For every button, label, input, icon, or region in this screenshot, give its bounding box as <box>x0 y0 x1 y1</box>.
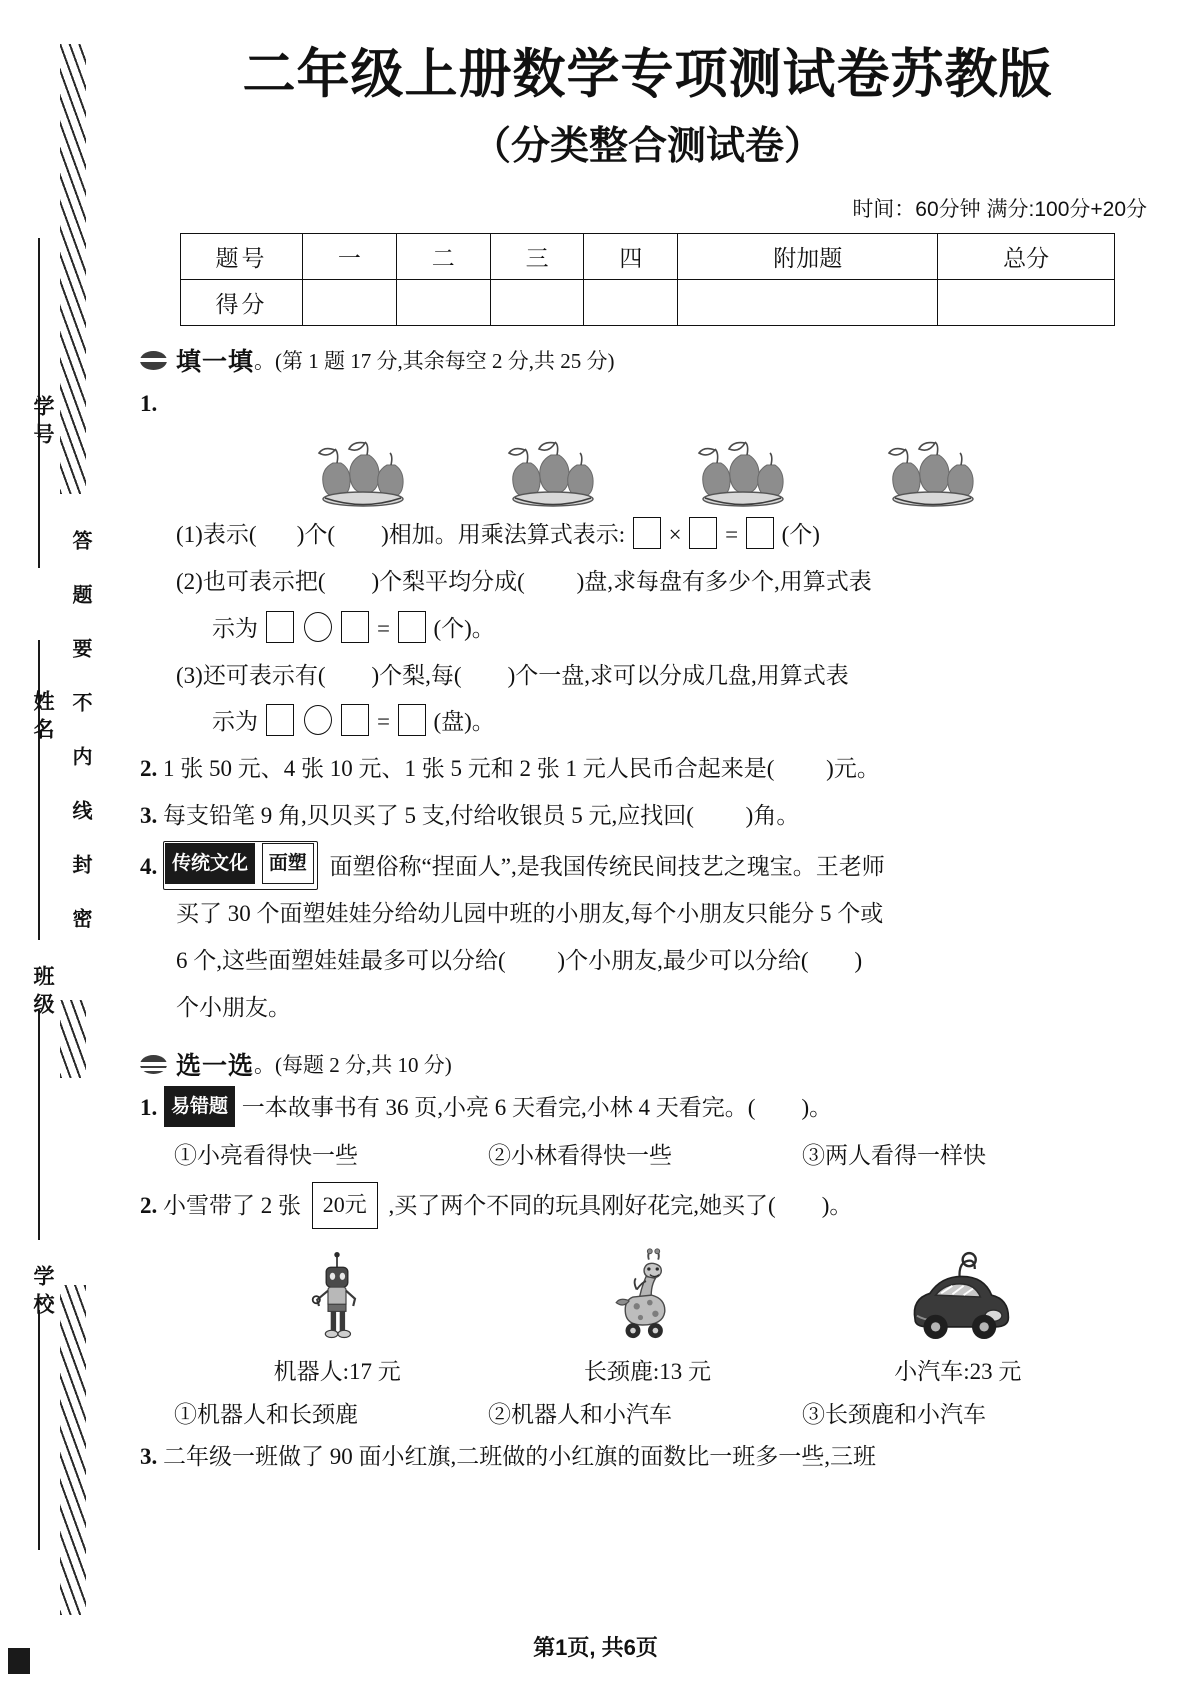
pear-plate-icon <box>687 441 799 507</box>
section-1-title: 填一填 <box>176 349 255 377</box>
score-table-col-3: 三 <box>490 234 584 280</box>
question-2 <box>140 747 1173 792</box>
q1-part1-text-a: (1)表示( <box>176 522 257 548</box>
s2q2-number: 2. <box>140 1193 158 1219</box>
page-subtitle: （分类整合测试卷） <box>471 125 823 169</box>
page-footer: 第1页, 共6页 <box>533 1635 658 1660</box>
page-title: 二年级上册数学专项测试卷苏教版 <box>242 45 1053 104</box>
score-table-col-4: 四 <box>584 234 678 280</box>
q2-text-b: )元。 <box>826 756 880 782</box>
toy-car-icon-svg <box>902 1247 1014 1347</box>
q1-part1-unit: (个) <box>781 522 820 548</box>
q1-part3-text-d: 示为 <box>212 709 258 735</box>
tag-common-mistake: 易错题 <box>164 1086 235 1127</box>
question-4-line-4 <box>140 986 1173 1031</box>
question-4 <box>140 841 1173 890</box>
s2q3-text: 二年级一班做了 90 面小红旗,二班做的小红旗的面数比一班多一些,三班 <box>163 1444 876 1470</box>
worksheet-page <box>112 0 1191 1684</box>
answer-box[interactable] <box>398 611 426 643</box>
operator-circle-box[interactable] <box>304 612 332 642</box>
question-4-tag-group <box>163 841 318 890</box>
score-cell-4[interactable] <box>584 280 678 326</box>
s2q1-number: 1. <box>140 1095 158 1121</box>
s2q2-option-2[interactable]: ②机器人和小汽车 <box>488 1402 672 1428</box>
score-table <box>180 233 1115 326</box>
s2q2-text-b: ,买了两个不同的玩具刚好花完,她买了( <box>388 1193 776 1219</box>
toy-price-car: 小汽车:23 元 <box>894 1359 1022 1385</box>
s2q2-text-a: 小雪带了 2 张 <box>163 1193 301 1219</box>
section-1-note: 。(第 1 题 17 分,其余每空 2 分,共 25 分) <box>254 349 615 374</box>
toy-car-icon <box>838 1243 1078 1347</box>
answer-box[interactable] <box>266 704 294 736</box>
equals-sign: = <box>725 522 739 548</box>
question-1-part-2-line2 <box>140 607 1173 652</box>
question-2-number: 2. <box>140 756 158 782</box>
q4-line-4: 个小朋友。 <box>176 994 291 1020</box>
toy-price-giraffe: 长颈鹿:13 元 <box>583 1359 712 1385</box>
operator-circle-box[interactable] <box>304 705 332 735</box>
answer-box[interactable] <box>266 611 294 643</box>
pear-plate-icon <box>497 441 609 507</box>
equals-sign: = <box>377 709 390 735</box>
question-4-number: 4. <box>140 853 158 879</box>
toy-price-illustration-row <box>182 1243 1113 1386</box>
s2q2-text-c: )。 <box>821 1193 853 1219</box>
pear-plate-icon <box>307 441 419 507</box>
score-table-col-5: 附加题 <box>678 234 938 280</box>
left-margin-apparatus <box>0 0 112 1684</box>
q1-part3-text-b: )个梨,每( <box>371 662 462 688</box>
margin-label-name: 姓名 <box>31 690 55 746</box>
s2q1-text-b: )。 <box>801 1095 833 1121</box>
q1-part2-text-c: )盘,求每盘有多少个,用算式表 <box>576 568 872 594</box>
section-header-2 <box>140 1046 1173 1082</box>
s2q1-option-1[interactable]: ①小亮看得快一些 <box>174 1143 358 1169</box>
section2-question-2 <box>140 1182 1173 1229</box>
toy-cell-giraffe <box>527 1243 767 1386</box>
hatch-band-middle <box>60 1000 86 1078</box>
section-bullet-one-icon <box>140 351 167 370</box>
answer-box[interactable] <box>341 704 369 736</box>
hatch-band-bottom <box>60 1285 86 1615</box>
hatch-band-top <box>60 44 86 494</box>
pear-plate-group-1 <box>307 441 419 507</box>
section2-question-1 <box>140 1086 1173 1131</box>
q1-part2-unit: (个)。 <box>433 615 495 641</box>
margin-rule-3 <box>38 1010 40 1240</box>
section-bullet-two-icon <box>140 1055 167 1074</box>
s2q1-option-3[interactable]: ③两人看得一样快 <box>802 1143 986 1169</box>
q1-part2-text-b: )个梨平均分成( <box>371 568 525 594</box>
q4-line-3b: )个小朋友,最少可以分给( <box>557 947 809 973</box>
table-row-question-numbers <box>181 234 1115 280</box>
s2q2-option-3[interactable]: ③长颈鹿和小汽车 <box>802 1402 986 1428</box>
robot-icon <box>217 1243 457 1347</box>
margin-rule-4 <box>38 1310 40 1550</box>
pear-plate-group-4 <box>877 441 989 507</box>
score-cell-6[interactable] <box>938 280 1115 326</box>
s2q1-option-2[interactable]: ②小林看得快一些 <box>488 1143 672 1169</box>
s2q3-number: 3. <box>140 1444 158 1470</box>
section2-question-2-options <box>174 1396 1173 1429</box>
question-1-number: 1. <box>140 391 158 417</box>
q2-text-a: 1 张 50 元、4 张 10 元、1 张 5 元和 2 张 1 元人民币合起来是( <box>163 756 775 782</box>
question-4-line-3 <box>140 939 1173 984</box>
q4-line-3a: 6 个,这些面塑娃娃最多可以分给( <box>176 947 506 973</box>
score-cell-5[interactable] <box>678 280 938 326</box>
score-table-label-得分: 得分 <box>181 280 303 326</box>
pear-plate-group-3 <box>687 441 799 507</box>
section-2-note: 。(每题 2 分,共 10 分) <box>254 1053 452 1078</box>
q4-line-1: 面塑俗称“捏面人”,是我国传统民间技艺之瑰宝。王老师 <box>329 853 885 879</box>
margin-label-class: 班级 <box>31 965 55 1021</box>
pear-plate-icon <box>877 441 989 507</box>
s2q1-text-a: 一本故事书有 36 页,小亮 6 天看完,小林 4 天看完。( <box>241 1095 756 1121</box>
q1-part2-text-a: (2)也可表示把( <box>176 568 326 594</box>
tag-traditional-culture: 传统文化 <box>165 843 255 884</box>
pear-plate-group-2 <box>497 441 609 507</box>
exam-meta-line: 时间：60分钟 满分:100分+20分 <box>852 198 1147 222</box>
multiply-sign: × <box>668 522 682 548</box>
s2q2-option-1[interactable]: ①机器人和长颈鹿 <box>174 1402 358 1428</box>
q1-part1-text-c: )相加。用乘法算式表示: <box>381 522 626 548</box>
q4-line-2: 买了 30 个面塑娃娃分给幼儿园中班的小朋友,每个小朋友只能分 5 个或 <box>176 900 884 926</box>
section2-question-3 <box>140 1435 1173 1480</box>
answer-box[interactable] <box>689 517 717 549</box>
equals-sign: = <box>377 615 390 641</box>
q1-part3-text-a: (3)还可表示有( <box>176 662 326 688</box>
section2-question-1-options <box>174 1137 1173 1170</box>
answer-box[interactable] <box>398 704 426 736</box>
question-1-part-2 <box>140 560 1173 605</box>
question-3-number: 3. <box>140 803 158 829</box>
toy-price-robot: 机器人:17 元 <box>273 1359 401 1385</box>
q4-line-3c: ) <box>854 947 863 973</box>
giraffe-icon <box>527 1243 767 1347</box>
margin-rule-2 <box>38 640 40 940</box>
score-table-col-6: 总分 <box>938 234 1115 280</box>
section-header-1 <box>140 342 1173 378</box>
score-cell-1[interactable] <box>303 280 397 326</box>
table-row-scores <box>181 280 1115 326</box>
money-value-box: 20元 <box>312 1182 378 1229</box>
q3-text-b: )角。 <box>745 803 800 829</box>
section-2-title: 选一选 <box>176 1053 255 1081</box>
robot-icon-svg <box>301 1247 373 1347</box>
score-table-col-2: 二 <box>396 234 490 280</box>
question-1-part-1 <box>140 513 1173 558</box>
q1-part3-text-c: )个一盘,求可以分成几盘,用算式表 <box>507 662 849 688</box>
question-1-part-3 <box>140 654 1173 699</box>
tag-dough-sculpture: 面塑 <box>262 843 314 884</box>
answer-box[interactable] <box>633 517 661 549</box>
q3-text-a: 每支铅笔 9 角,贝贝买了 5 支,付给收银员 5 元,应找回( <box>163 803 694 829</box>
question-3 <box>140 794 1173 839</box>
margin-label-student-id: 学号 <box>31 395 55 451</box>
pear-plate-illustration-row <box>122 441 1173 507</box>
answer-box[interactable] <box>746 517 774 549</box>
question-1 <box>140 382 1173 427</box>
margin-seal-line-text: 答题要不内线封密 <box>69 530 91 962</box>
score-table-label-题号: 题号 <box>181 234 303 280</box>
q1-part3-unit: (盘)。 <box>433 709 495 735</box>
score-cell-3[interactable] <box>490 280 584 326</box>
answer-box[interactable] <box>341 611 369 643</box>
giraffe-icon-svg <box>605 1247 689 1347</box>
toy-cell-robot <box>217 1243 457 1386</box>
score-cell-2[interactable] <box>396 280 490 326</box>
question-1-part-3-line2 <box>140 700 1173 745</box>
score-table-col-1: 一 <box>303 234 397 280</box>
q1-part1-text-b: )个( <box>296 522 336 548</box>
question-4-line-2 <box>140 892 1173 937</box>
q1-part2-text-d: 示为 <box>212 615 258 641</box>
toy-cell-car <box>838 1243 1078 1386</box>
margin-label-school: 学校 <box>31 1265 55 1321</box>
